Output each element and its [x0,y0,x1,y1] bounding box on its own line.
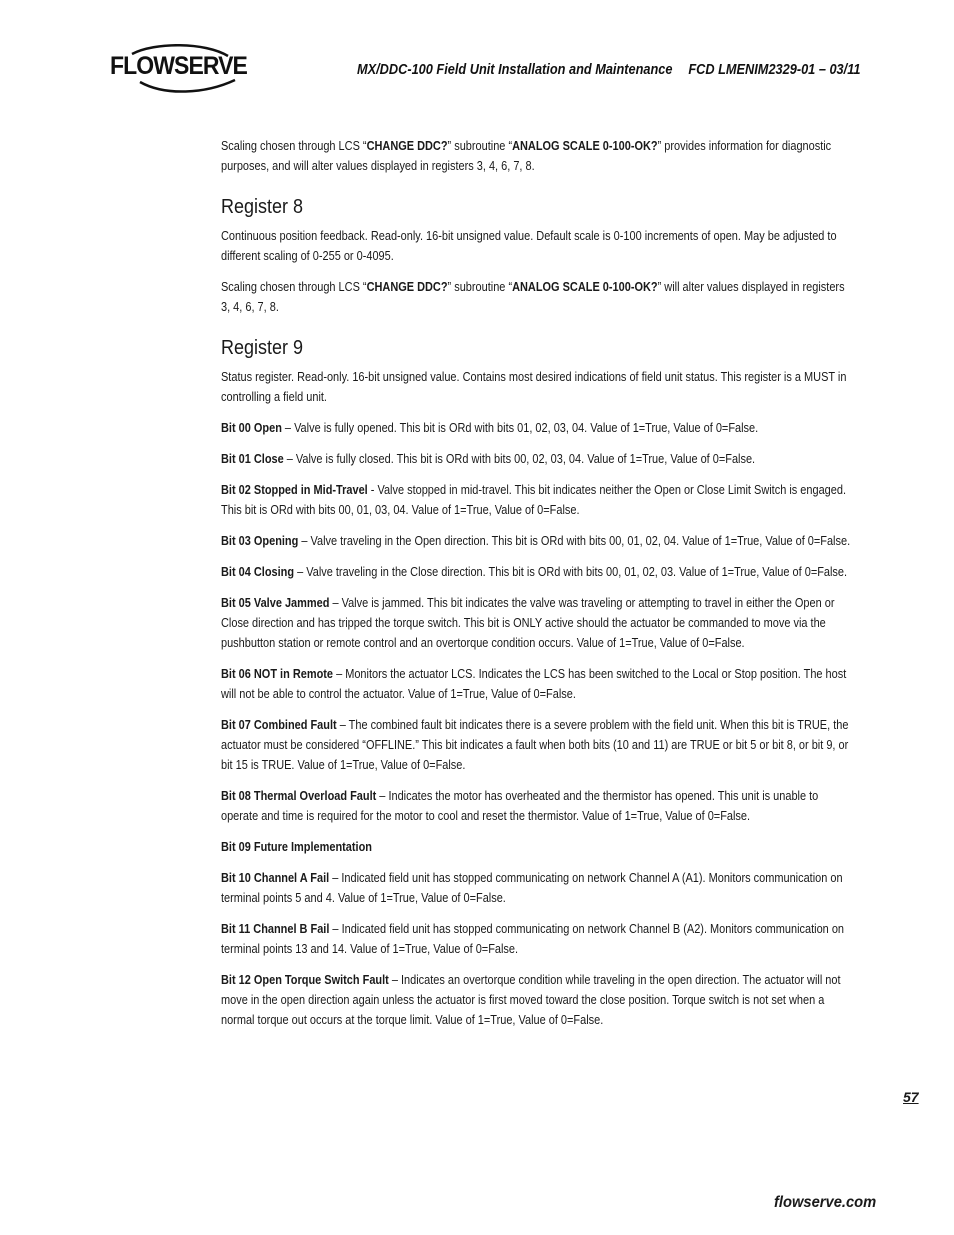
text-run: Scaling chosen through LCS “ [221,280,367,294]
bit-description: – Valve is fully closed. This bit is ORd with bits 00, 02, 03, 04. Value of 1=True, Value of 0=False. [283,452,756,466]
register-8-heading: Register 8 [221,196,304,218]
bit-label: Bit 01 Close [221,452,284,466]
bold-term: CHANGE DDC? [366,139,448,153]
doc-code: FCD LMENIM2329-01 – 03/11 [688,62,861,78]
bit-list [221,418,857,1030]
bold-term: ANALOG SCALE 0-100-OK? [512,139,658,153]
text-run: ” will alter values displayed in registers 3, 4, 6, 7, 8. [221,280,845,314]
bit-description: – Monitors the actuator LCS. Indicates the LCS has been switched to the Local or Stop position. The host will not be able to control the actuator. Value of 1=True, Value of 0=False. [221,667,847,701]
text-run: Scaling chosen through LCS “ [221,139,367,153]
logo-text: FLOWSERVE [110,52,247,80]
document-header [357,62,861,78]
bit-description: – The combined fault bit indicates there is a severe problem with the field unit. When this bit is TRUE, the actuator must be considered “OFFLINE.” This bit indicates a fault when both bits (10 and 11) are TRUE or bit 5 or bit 8, or bit 9, or bit 15 is TRUE. Value of 1=True, Value of 0=False. [221,718,849,772]
bit-description: – Indicates the motor has overheated and the thermistor has opened. This unit is unable to operate and time is required for the motor to cool and reset the thermistor. Value of 1=True, Value of 0=False. [221,789,819,823]
bit-item [221,562,856,582]
bit-item [221,786,856,826]
bit-label: Bit 11 Channel B Fail [221,922,330,936]
doc-title: MX/DDC-100 Field Unit Installation and Maintenance [357,62,673,78]
bit-description: – Indicated field unit has stopped communicating on network Channel B (A2). Monitors communication on terminal points 13 and 14. Value of 1=True, Value of 0=False. [221,922,845,956]
bit-item [221,531,856,551]
bit-description: - Valve stopped in mid-travel. This bit indicates neither the Open or Close Limit Switch is engaged. This bit is ORd with bits 00, 01, 03, 04. Value of 1=True, Value of 0=False. [221,483,846,517]
bit-item [221,593,856,653]
bit-description: – Valve is jammed. This bit indicates the valve was traveling or attempting to travel in either the Open or Close direction and has tripped the torque switch. This bit is ONLY active should the actuator be commanded to move via the pushbutton station or remote control and an overtorque condition occurs. Value of 1=True, Value of 0=False. [221,596,835,650]
bold-term: CHANGE DDC? [366,280,448,294]
bit-description: – Valve is fully opened. This bit is ORd with bits 01, 02, 03, 04. Value of 1=True, Value of 0=False. [281,421,759,435]
bit-label: Bit 09 Future Implementation [221,840,372,854]
page-number: 57 [903,1089,919,1105]
flowserve-logo [110,44,250,94]
text-run: ” provides information for diagnostic purposes, and will alter values displayed in registers 3, 4, 6, 7, 8. [221,139,832,173]
register-8-description: Continuous position feedback. Read-only. 16-bit unsigned value. Default scale is 0-100 increments of open. May be adjusted to different scaling of 0-255 or 0-4095. [221,229,837,263]
bit-description: – Indicates an overtorque condition while traveling in the open direction. The actuator will not move in the open direction again unless the actuator is first moved toward the close position. Torque switch is not set when a normal torque out occurs at the torque limit. Value of 1=True, Value of 0=False. [221,973,841,1027]
bit-label: Bit 02 Stopped in Mid-Travel [221,483,368,497]
bit-item [221,480,856,520]
bit-label: Bit 07 Combined Fault [221,718,337,732]
intro-paragraph [221,136,856,176]
footer-url: flowserve.com [774,1194,877,1211]
bit-item [221,449,856,469]
register-8-scaling [221,277,856,317]
register-9-heading: Register 9 [221,337,304,359]
bit-item [221,664,856,704]
bit-item [221,919,856,959]
register-9-description: Status register. Read-only. 16-bit unsigned value. Contains most desired indications of field unit status. This register is a MUST in controlling a field unit. [221,370,847,404]
page-content [221,136,857,1041]
bit-label: Bit 00 Open [221,421,282,435]
bit-item [221,868,856,908]
bit-label: Bit 10 Channel A Fail [221,871,330,885]
bit-label: Bit 08 Thermal Overload Fault [221,789,377,803]
text-run: ” subroutine “ [447,280,513,294]
text-run: ” subroutine “ [447,139,513,153]
bit-item [221,970,856,1030]
bit-description: – Indicated field unit has stopped communicating on network Channel A (A1). Monitors communication on terminal points 5 and 4. Value of 1=True, Value of 0=False. [221,871,843,905]
bit-label: Bit 05 Valve Jammed [221,596,330,610]
bit-label: Bit 03 Opening [221,534,299,548]
bit-item [221,837,856,857]
bit-item [221,418,856,438]
bit-label: Bit 12 Open Torque Switch Fault [221,973,389,987]
bit-description: – Valve traveling in the Close direction. This bit is ORd with bits 00, 01, 02, 03. Value of 1=True, Value of 0=False. [294,565,848,579]
bit-item [221,715,856,775]
bit-label: Bit 06 NOT in Remote [221,667,334,681]
bit-label: Bit 04 Closing [221,565,295,579]
bit-description: – Valve traveling in the Open direction. This bit is ORd with bits 00, 01, 02, 04. Value of 1=True, Value of 0=False. [298,534,851,548]
bold-term: ANALOG SCALE 0-100-OK? [512,280,658,294]
